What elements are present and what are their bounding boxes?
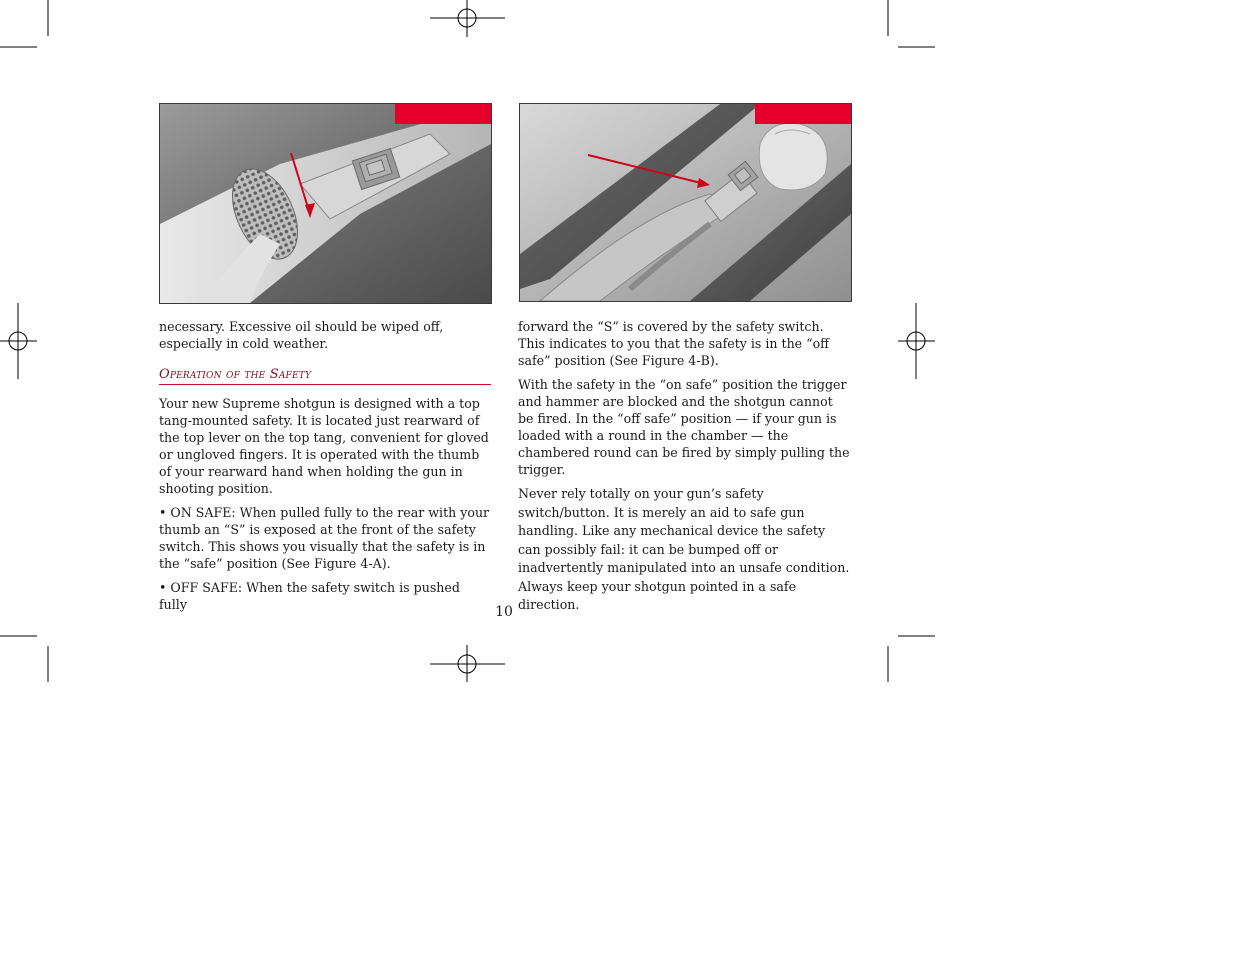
figure-label-tab [395, 104, 491, 124]
figure-safety-off [519, 103, 852, 302]
off-safe-continued-paragraph: forward the “S” is covered by the safety switch. This indicates to you that the safety is in the “off safe” position (See Figure 4-B). [518, 319, 830, 368]
figure-safety-on-photo [160, 104, 491, 303]
page-number: 10 [495, 604, 513, 620]
on-safe-bullet: • ON SAFE: When pulled fully to the rear with your thumb an “S” is exposed at the front of the safety switch. This shows you visually that the safety is in the “safe” position (See Figure 4-A). [159, 505, 490, 571]
intro-paragraph: necessary. Excessive oil should be wiped off, especially in cold weather. [159, 319, 444, 351]
safety-description-paragraph: Your new Supreme shotgun is designed with a top tang-mounted safety. It is located just rearward of the top lever on the top tang, convenient for gloved or ungloved fingers. It is operated with the thumb of your rearward hand when holding the gun in shooting position. [159, 396, 489, 496]
figure-safety-on [159, 103, 492, 304]
safety-warning-paragraph: Never rely totally on your gun’s safety switch/button. It is merely an aid to safe gun handling. Like any mechanical device the safety can possibly fail: it can be bumped off or inadvertently manipulated into an unsafe condition. Always keep your shotgun pointed in a safe direction. [518, 486, 850, 612]
trigger-blocked-paragraph: With the safety in the “on safe” position the trigger and hammer are blocked and the shotgun cannot be fired. In the “off safe” position — if your gun is loaded with a round in the chamber — the chambered round can be fired by simply pulling the trigger. [518, 377, 850, 477]
figure-label-tab [755, 104, 851, 124]
figure-safety-off-photo [520, 104, 851, 301]
off-safe-bullet: • OFF SAFE: When the safety switch is pushed fully [159, 580, 460, 612]
right-text-column [518, 318, 850, 622]
section-heading: Operation of the Safety [159, 366, 491, 385]
left-text-column [159, 318, 491, 620]
